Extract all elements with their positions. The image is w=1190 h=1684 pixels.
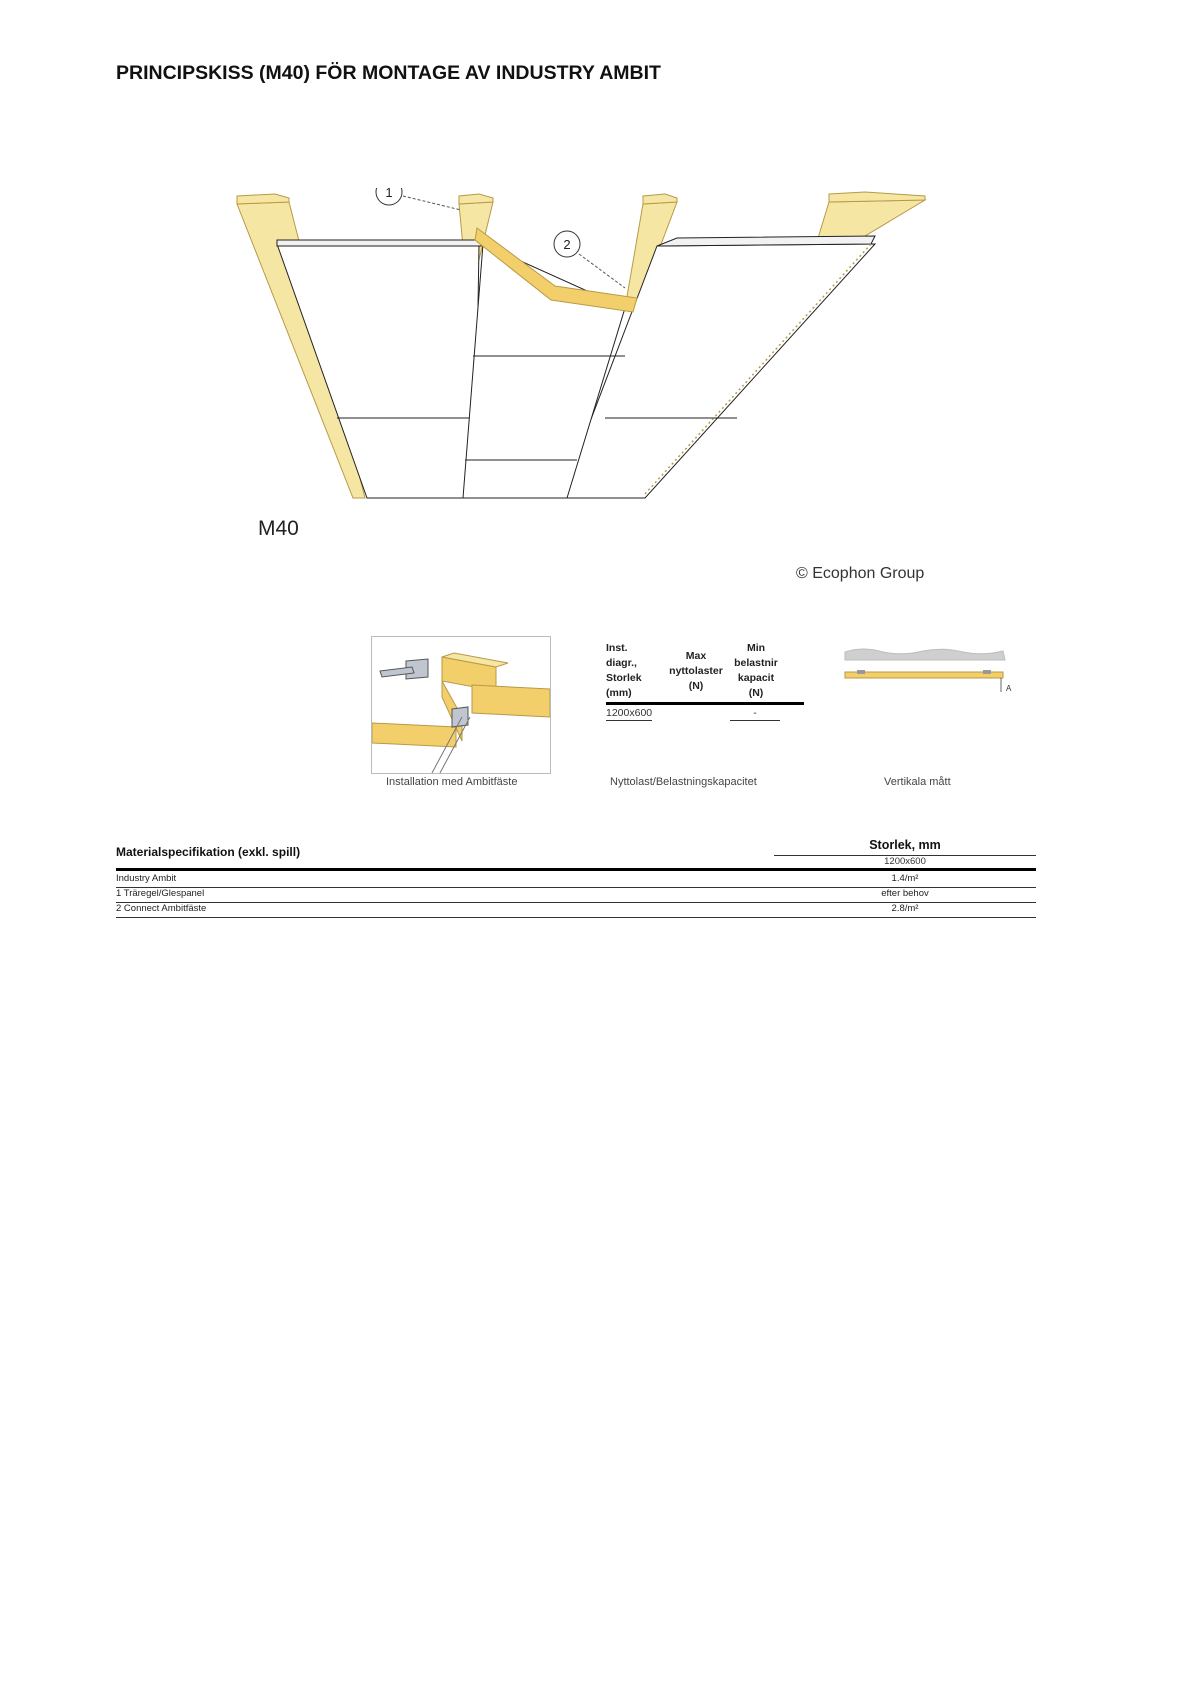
caption-load: Nyttolast/Belastningskapacitet xyxy=(610,776,757,788)
svg-text:A: A xyxy=(1006,684,1012,693)
load-table-header-min-capacity: Min belastnir kapacit (N) xyxy=(734,642,778,699)
spec-size-header: Storlek, mm xyxy=(869,838,941,852)
table-row xyxy=(116,872,1036,888)
vertical-dimensions-figure xyxy=(843,648,1013,696)
svg-text:2: 2 xyxy=(563,237,571,252)
table-row xyxy=(116,902,1036,918)
load-table-rule xyxy=(606,702,804,705)
page-title: PRINCIPSKISS (M40) FÖR MONTAGE AV INDUSTRY AMBIT xyxy=(116,62,661,84)
caption-vertical: Vertikala mått xyxy=(884,776,951,788)
m40-principle-sketch xyxy=(225,188,935,508)
installation-detail-figure xyxy=(371,636,551,774)
caption-installation: Installation med Ambitfäste xyxy=(386,776,518,788)
sketch-label: M40 xyxy=(258,517,299,540)
load-table-header-max-load: Max nyttolaster (N) xyxy=(669,650,723,692)
spec-row-name: Industry Ambit xyxy=(116,873,177,884)
load-table-capacity-value: - xyxy=(730,707,780,721)
spec-row-name: 1 Träregel/Glespanel xyxy=(116,888,205,899)
load-table-size-value: 1200x600 xyxy=(606,707,653,719)
spec-row-name: 2 Connect Ambitfäste xyxy=(116,903,207,914)
spec-row-value: 2.8/m² xyxy=(891,903,919,914)
spec-row-value: 1.4/m² xyxy=(891,873,919,884)
ceiling-panels xyxy=(277,236,875,498)
spec-table-title: Materialspecifikation (exkl. spill) xyxy=(116,845,301,859)
spec-size-subheader: 1200x600 xyxy=(774,855,1036,867)
svg-text:1: 1 xyxy=(385,188,393,200)
callout-1 xyxy=(376,188,461,210)
copyright-notice: © Ecophon Group xyxy=(796,565,925,582)
table-row xyxy=(116,887,1036,903)
spec-row-value: efter behov xyxy=(881,888,929,899)
spec-table-rule xyxy=(116,868,1036,871)
callout-2 xyxy=(554,231,625,288)
load-table-header-size: Inst. diagr., Storlek (mm) xyxy=(606,642,642,699)
